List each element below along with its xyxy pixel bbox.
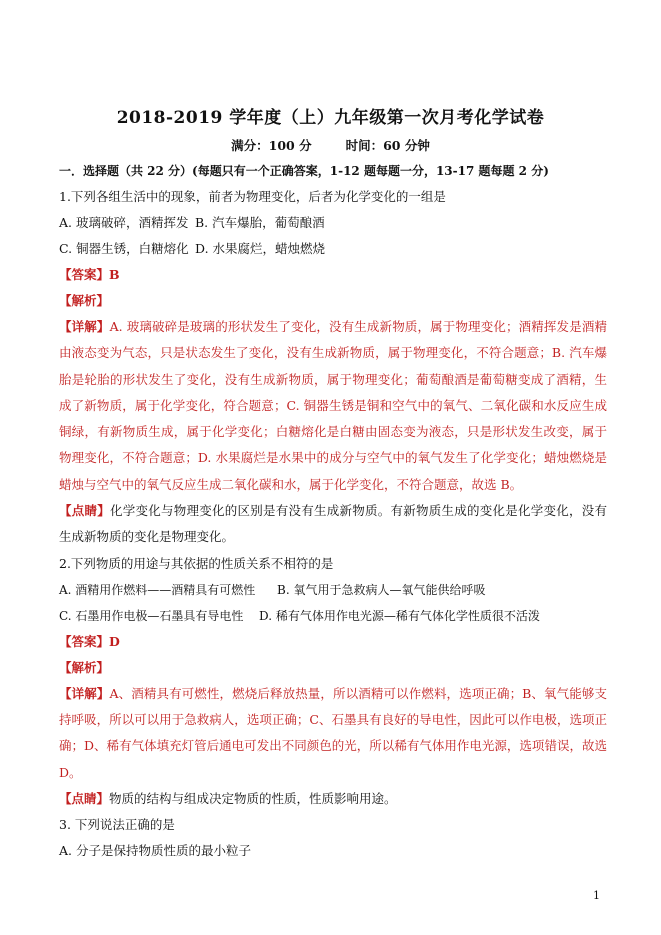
score-time-line <box>0 136 661 154</box>
q1-answer: 【答案】B <box>59 267 120 282</box>
q1-option-b: B. 汽车爆胎，葡萄酿酒 <box>195 215 325 230</box>
q2-option-d: D. 稀有气体用作电光源—稀有气体化学性质很不活泼 <box>259 608 540 623</box>
q1-tip-label: 【点睛】 <box>59 503 110 519</box>
q2-option-c: C. 石墨用作电极—石墨具有导电性 <box>59 608 244 623</box>
q1-option-a: A. 玻璃破碎，酒精挥发 <box>59 215 189 230</box>
q2-tip <box>59 786 607 812</box>
q2-tip-text: 物质的结构与组成决定物质的性质，性质影响用途。 <box>109 790 397 806</box>
q1-stem: 1.下列各组生活中的现象，前者为物理变化，后者为化学变化的一组是 <box>59 189 446 204</box>
q2-detail <box>59 681 607 786</box>
q3-option-a: A. 分子是保持物质性质的最小粒子 <box>59 843 251 859</box>
q2-option-b: B. 氧气用于急救病人—氧气能供给呼吸 <box>277 582 486 597</box>
q1-option-c: C. 铜器生锈，白糖熔化 <box>59 241 189 256</box>
exam-body <box>59 158 607 864</box>
q1-options-row1 <box>59 210 607 236</box>
exam-time: 时间：60 分钟 <box>345 138 430 153</box>
q1-detail-text: A. 玻璃破碎是玻璃的形状发生了变化，没有生成新物质，属于物理变化；酒精挥发是酒精由液态变为气态，只是状态发生了变化，没有生成新物质，属于物理变化，不符合题意；B. 汽车爆胎是轮胎的形状发生了变化，没有生成新物质，属于物理变化；葡萄酿酒是葡萄糖变成了酒精，生成了新物质，属于化学变化，符合题意；C. 铜器生锈是铜和空气中的氧气、二氧化碳和水反应生成铜绿，有新物质生成，属于化学变化；白糖熔化是白糖由固态变为液态，只是形状发生改变，属于物理变化，不符合题意；D. 水果腐烂是水果中的成分与空气中的氧气发生了化学变化；蜡烛燃烧是蜡烛与空气中的氧气反应生成二氧化碳和水，属于化学变化，不符合题意，故选 B。 <box>59 319 607 492</box>
q1-detail <box>59 314 607 498</box>
page-title: 2018-2019 学年度（上）九年级第一次月考化学试卷 <box>116 108 545 128</box>
q2-stem: 2.下列物质的用途与其依据的性质关系不相符的是 <box>59 555 334 571</box>
page-number: 1 <box>593 889 600 902</box>
q1-analysis-label: 【解析】 <box>59 293 110 308</box>
q1-detail-label: 【详解】 <box>59 319 110 334</box>
q2-tip-label: 【点睛】 <box>59 790 110 806</box>
q3-stem: 3. 下列说法正确的是 <box>59 817 175 833</box>
q2-options-row1 <box>59 577 607 603</box>
q2-options-row2 <box>59 603 607 629</box>
q1-tip <box>59 498 607 551</box>
q2-option-a: A. 酒精用作燃料——酒精具有可燃性 <box>59 582 256 597</box>
q1-options-row2 <box>59 236 607 262</box>
full-score: 满分：100 分 <box>231 138 312 153</box>
q2-answer: 【答案】D <box>59 633 120 649</box>
q2-analysis-label: 【解析】 <box>59 659 110 675</box>
section-heading: 一．选择题（共 22 分）(每题只有一个正确答案，1-12 题每题一分，13-17 题每题 2 分) <box>59 164 549 178</box>
q1-tip-text: 化学变化与物理变化的区别是有没有生成新物质。有新物质生成的变化是化学变化，没有生成新物质的变化是物理变化。 <box>59 503 607 545</box>
q2-detail-text: A、酒精具有可燃性，燃烧后释放热量，所以酒精可以作燃料，选项正确；B、氧气能够支持呼吸，所以可以用于急救病人，选项正确；C、石墨具有良好的导电性，因此可以作电极，选项正确；D、稀有气体填充灯管后通电可发出不同颜色的光，所以稀有气体用作电光源，选项错误，故选 D。 <box>59 685 607 780</box>
q1-option-d: D. 水果腐烂，蜡烛燃烧 <box>195 241 326 256</box>
q2-detail-label: 【详解】 <box>59 685 110 701</box>
